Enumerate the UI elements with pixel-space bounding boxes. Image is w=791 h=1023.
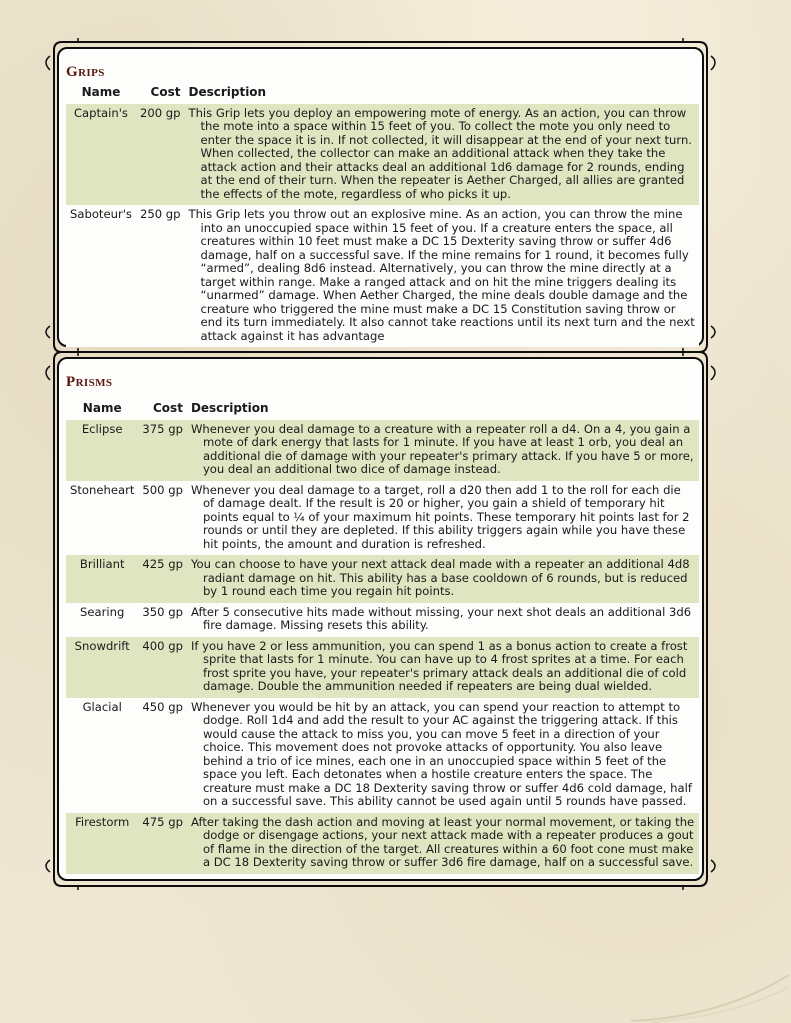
grips-table: [66, 84, 699, 347]
section-title: Grips: [66, 64, 105, 80]
item-description: This Grip lets you deploy an empowering mote of energy. As an action, you can throw the mote into a space within 15 feet of you. To collect the mote you only need to enter the space it is in. If not collected, it will disappear at the end of your next turn. When collected, the collector can make an additional attack when they take the attack action and their attacks deal an additional 1d6 damage for 2 rounds, ending at the end of their turn. When the repeater is Aether Charged, all allies are granted the effects of the mote, regardless of who picks it up.: [188, 105, 692, 201]
table-row: [66, 420, 699, 481]
item-name: Glacial: [66, 698, 138, 813]
item-cost: 450 gp: [138, 698, 187, 813]
item-cost: 425 gp: [138, 555, 187, 603]
cost-header: Cost: [150, 85, 181, 99]
item-description: After 5 consecutive hits made without missing, your next shot deals an additional 3d6 fire damage. Missing resets this ability.: [190, 604, 692, 632]
item-name: Brilliant: [66, 555, 138, 603]
item-name: Firestorm: [66, 813, 138, 874]
description-header: Description: [188, 85, 267, 99]
section-title: Prisms: [66, 374, 113, 390]
item-description: Whenever you deal damage to a target, roll a d20 then add 1 to the roll for each die of damage dealt. If the result is 20 or higher, you gain a shield of temporary hit points equal to ¼ of your maximum hit points. These temporary hit points last for 2 rounds or until they are depleted. If this ability triggers again while you have these hit points, the amount and duration is refreshed.: [190, 482, 690, 551]
item-cost: 500 gp: [138, 481, 187, 556]
item-cost: 350 gp: [138, 603, 187, 637]
table-row: [66, 205, 699, 347]
item-name: Snowdrift: [66, 637, 138, 698]
prisms-frame: [48, 346, 713, 892]
table-header-row: [66, 400, 699, 420]
item-description: After taking the dash action and moving at least your normal movement, or taking the dodge or disengage actions, your next attack made with a repeater produces a gout of flame in the direction of the target. All creatures within a 60 foot cone must make a DC 18 Dexterity saving throw or suffer 3d6 fire damage, half on a successful save.: [190, 814, 695, 869]
item-description: This Grip lets you throw out an explosive mine. As an action, you can throw the mine into an unoccupied space within 15 feet of you. If a creature enters the space, all creatures within 10 feet must make a DC 15 Dexterity saving throw or suffer 4d6 damage, half on a successful save. If the mine remains for 1 round, it becomes fully “armed”, dealing 8d6 instead. Alternatively, you can throw the mine directly at a target within range. Make a ranged attack and on hit the mine triggers dealing its “unarmed” damage. When Aether Charged, the mine deals double damage and the creature who triggered the mine must make a DC 15 Constitution saving throw or end its turn immediately. It also cannot take reactions until its next turn and the next attack against it has advantage: [188, 207, 695, 343]
item-cost: 200 gp: [136, 104, 185, 206]
item-description: If you have 2 or less ammunition, you can spend 1 as a bonus action to create a frost sprite that lasts for 1 minute. You can have up to 4 frost sprites at a time. For each frost sprite you have, your repeater's primary attack deals an additional die of cold damage. Double the ammunition needed if repeaters are being dual wielded.: [190, 638, 688, 693]
item-name: Searing: [66, 603, 138, 637]
item-cost: 475 gp: [138, 813, 187, 874]
table-header-row: [66, 84, 699, 104]
table-row: [66, 555, 699, 603]
grips-frame: [48, 36, 713, 358]
prisms-table: [66, 400, 699, 874]
item-name: Stoneheart: [66, 481, 138, 556]
table-row: [66, 637, 699, 698]
table-row: [66, 603, 699, 637]
item-name: Captain's: [66, 104, 136, 206]
item-cost: 375 gp: [138, 420, 187, 481]
page-curl-decoration: [631, 973, 791, 1023]
description-header: Description: [190, 401, 269, 415]
item-cost: 250 gp: [136, 205, 185, 347]
table-row: [66, 813, 699, 874]
item-description: Whenever you deal damage to a creature with a repeater roll a d4. On a 4, you gain a mote of dark energy that lasts for 1 minute. If you have at least 1 orb, you deal an additional die of damage with your repeater's primary attack. If you have 5 or more, you deal an additional two dice of damage instead.: [190, 421, 694, 476]
name-header: Name: [81, 85, 121, 99]
item-name: Eclipse: [66, 420, 138, 481]
item-description: Whenever you would be hit by an attack, you can spend your reaction to attempt to dodge. Roll 1d4 and add the result to your AC against the triggering attack. If this would cause the attack to miss you, you can move 5 feet in a direction of your choice. This movement does not provoke attacks of opportunity. You also leave behind a trio of ice mines, each one in an unoccupied space within 5 feet of the space you left. Each detonates when a hostile creature enters the space. The creature must make a DC 18 Dexterity saving throw or suffer 4d6 cold damage, half on a successful save. This ability cannot be used again until 5 rounds have passed.: [190, 699, 692, 808]
name-header: Name: [82, 401, 122, 415]
item-cost: 400 gp: [138, 637, 187, 698]
item-description: You can choose to have your next attack deal made with a repeater an additional 4d8 radiant damage on hit. This ability has a base cooldown of 6 rounds, but is reduced by 1 round each time you regain hit points.: [190, 557, 690, 598]
table-row: [66, 481, 699, 556]
table-row: [66, 698, 699, 813]
cost-header: Cost: [153, 401, 183, 415]
table-row: [66, 104, 699, 206]
item-name: Saboteur's: [66, 205, 136, 347]
